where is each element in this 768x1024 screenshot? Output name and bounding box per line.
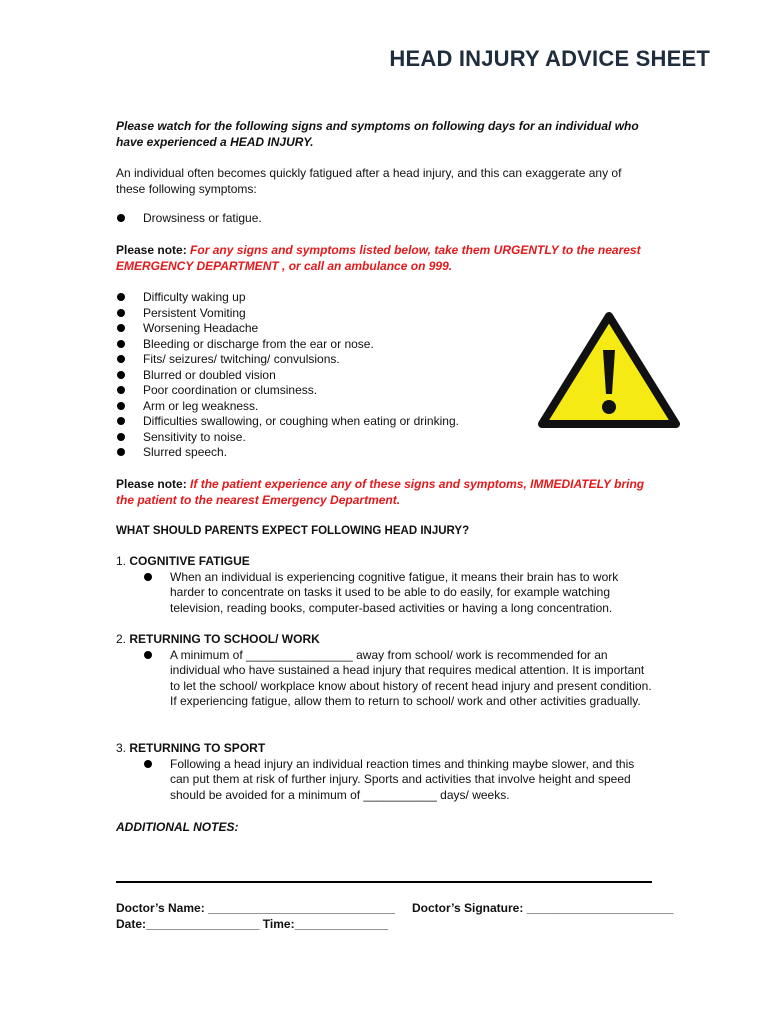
bullet-icon — [117, 293, 125, 301]
symptom-item: Fits/ seizures/ twitching/ convulsions. — [116, 352, 536, 368]
note-text: If the patient experience any of these signs and symptoms, IMMEDIATELY bring the patient to the nearest Emergency Department. — [116, 477, 645, 507]
symptom-item: Slurred speech. — [116, 445, 536, 461]
bullet-icon — [117, 355, 125, 363]
symptom-item: Blurred or doubled vision — [116, 368, 536, 384]
symptom-item: Sensitivity to noise. — [116, 430, 536, 446]
intro-paragraph: Please watch for the following signs and symptoms on following days for an individual who have experienced a HEAD INJURY. — [116, 119, 639, 149]
symptom-item: Difficulty waking up — [116, 290, 536, 306]
list-item: When an individual is experiencing cognitive fatigue, it means their brain has to work harder to concentrate on tasks it used to be able to do easily, for example watching television, reading books, computer-based activities or having a long concentration. — [116, 570, 656, 617]
section-heading: 2. RETURNING TO SCHOOL/ WORK — [116, 632, 320, 646]
bullet-icon — [117, 324, 125, 332]
date-time-field[interactable]: Date:_________________ Time:______________ — [116, 917, 389, 931]
bullet-icon — [117, 340, 125, 348]
list-item: Drowsiness or fatigue. — [116, 211, 646, 227]
bullet-icon — [117, 433, 125, 441]
section-heading: 3. RETURNING TO SPORT — [116, 741, 266, 755]
bullet-icon — [117, 417, 125, 425]
warning-triangle-icon — [536, 310, 682, 430]
bullet-icon — [144, 760, 152, 768]
bullet-icon — [144, 573, 152, 581]
bullet-icon — [117, 371, 125, 379]
section-cognitive-fatigue — [116, 554, 656, 616]
doctor-name-field[interactable]: Doctor’s Name: ____________________________ — [116, 901, 395, 915]
symptom-item: Persistent Vomiting — [116, 306, 536, 322]
bullet-icon — [117, 214, 125, 222]
symptom-item: Difficulties swallowing, or coughing when eating or drinking. — [116, 414, 536, 430]
note-urgent — [116, 242, 646, 274]
bullet-icon — [117, 309, 125, 317]
list-item: Following a head injury an individual reaction times and thinking maybe slower, and this can put them at risk of further injury. Sports and activities that involve height and speed should be avoided for a minimum of ___________ days/ weeks. — [116, 757, 656, 804]
fatigue-list — [116, 211, 646, 227]
doctor-signature-field[interactable]: Doctor’s Signature: ______________________ — [412, 901, 674, 915]
page-title: HEAD INJURY ADVICE SHEET — [389, 46, 710, 71]
symptom-item: Worsening Headache — [116, 321, 536, 337]
section-returning-school — [116, 632, 656, 710]
symptom-item: Arm or leg weakness. — [116, 399, 536, 415]
section-heading: 1. COGNITIVE FATIGUE — [116, 554, 250, 568]
bullet-icon — [117, 386, 125, 394]
fatigue-paragraph: An individual often becomes quickly fatigued after a head injury, and this can exaggerate any of these following symptoms: — [116, 166, 622, 196]
list-item: A minimum of ________________ away from school/ work is recommended for an individual who have sustained a head injury that requires medical attention. It is important to let the school/ workplace know about history of recent head injury and present condition. If experiencing fatigue, allow them to return to school/ work and other activities gradually. — [116, 648, 656, 710]
additional-notes-label: ADDITIONAL NOTES: — [116, 820, 239, 834]
note-immediate — [116, 476, 646, 508]
bullet-icon — [144, 651, 152, 659]
bullet-icon — [117, 448, 125, 456]
notes-line — [116, 881, 652, 883]
symptom-item: Bleeding or discharge from the ear or nose. — [116, 337, 536, 353]
symptom-list — [116, 290, 536, 461]
symptom-item: Poor coordination or clumsiness. — [116, 383, 536, 399]
note-text: For any signs and symptoms listed below, take them URGENTLY to the nearest EMERGENCY DEPARTMENT , or call an ambulance on 999. — [116, 243, 641, 273]
bullet-icon — [117, 402, 125, 410]
expect-heading: WHAT SHOULD PARENTS EXPECT FOLLOWING HEAD INJURY? — [116, 525, 470, 537]
note-label: Please note: — [116, 477, 187, 491]
note-label: Please note: — [116, 243, 187, 257]
section-returning-sport — [116, 741, 656, 803]
